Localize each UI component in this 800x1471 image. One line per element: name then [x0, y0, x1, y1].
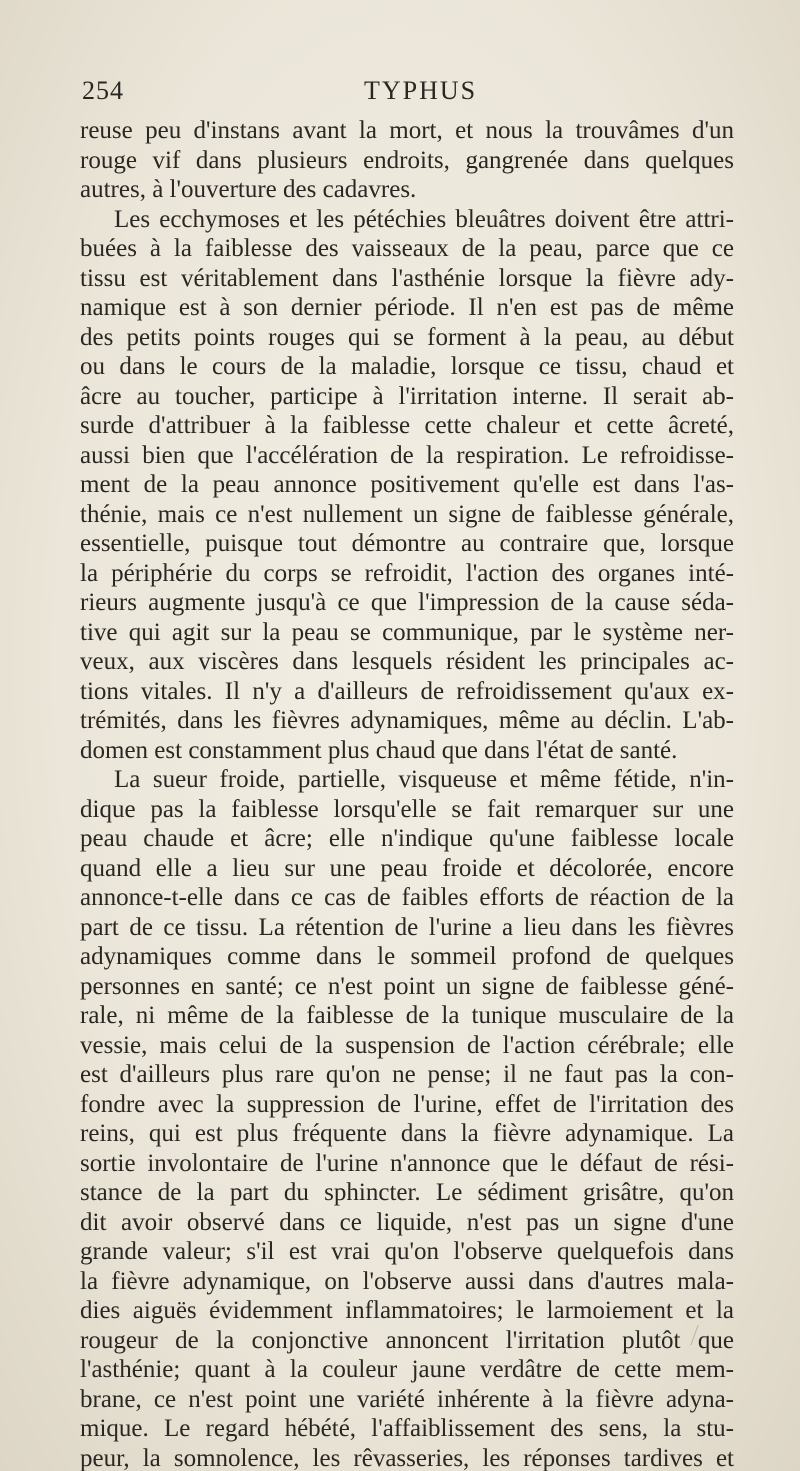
text-line: aussi bien que l'accélération de la respiration. Le refroidisse-	[80, 441, 734, 469]
text-line: veux, aux viscères dans lesquels résident les principales ac-	[80, 648, 734, 675]
running-title: TYPHUS	[364, 76, 478, 105]
text-line: rieurs augmente jusqu'à ce que l'impression de la cause séda-	[80, 589, 734, 616]
text-line: annonce-t-elle dans ce cas de faibles efforts de réaction de la	[80, 884, 734, 911]
text-line: La sueur froide, partielle, visqueuse et même fétide, n'in-	[114, 766, 734, 793]
text-line: dique pas la faiblesse lorsqu'elle se fait remarquer sur une	[80, 795, 734, 823]
page-number: 254	[82, 76, 124, 105]
text-line: ou dans le cours de la maladie, lorsque ce tissu, chaud et	[80, 353, 734, 380]
text-line: la fièvre adynamique, on l'observe aussi dans d'autres mala-	[80, 1267, 734, 1295]
text-line: domen est constamment plus chaud que dans l'état de santé.	[80, 736, 678, 764]
text-line: essentielle, puisque tout démontre au contraire que, lorsque	[80, 530, 734, 557]
text-line: grande valeur; s'il est vrai qu'on l'observe quelquefois dans	[80, 1238, 734, 1265]
page-header	[82, 76, 722, 112]
text-line: trémités, dans les fièvres adynamiques, même au déclin. L'ab-	[80, 707, 734, 734]
text-line: brane, ce n'est point une variété inhérente à la fièvre adyna-	[80, 1385, 734, 1413]
text-line: rale, ni même de la faiblesse de la tunique musculaire de la	[80, 1002, 734, 1029]
text-line: l'asthénie; quant à la couleur jaune verdâtre de cette mem-	[80, 1356, 734, 1383]
text-line: buées à la faiblesse des vaisseaux de la peau, parce que ce	[80, 235, 734, 262]
text-line: peau chaude et âcre; elle n'indique qu'une faiblesse locale	[80, 825, 734, 852]
text-line: tissu est véritablement dans l'asthénie lorsque la fièvre ady-	[80, 264, 734, 292]
text-line: la périphérie du corps se refroidit, l'action des organes inté-	[80, 559, 734, 587]
text-line: part de ce tissu. La rétention de l'urine a lieu dans les fièvres	[80, 913, 734, 941]
text-line: reins, qui est plus fréquente dans la fièvre adynamique. La	[80, 1120, 734, 1147]
text-line: autres, à l'ouverture des cadavres.	[80, 176, 417, 203]
text-line: dies aiguës évidemment inflammatoires; le larmoiement et la	[80, 1297, 734, 1324]
text-line: surde d'attribuer à la faiblesse cette chaleur et cette âcreté,	[80, 412, 734, 439]
text-line: tions vitales. Il n'y a d'ailleurs de refroidissement qu'aux ex-	[80, 677, 734, 705]
text-line: fondre avec la suppression de l'urine, effet de l'irritation des	[80, 1090, 734, 1118]
text-line: des petits points rouges qui se forment à la peau, au début	[80, 323, 734, 351]
text-line: adynamiques comme dans le sommeil profond de quelques	[80, 943, 734, 970]
text-line: quand elle a lieu sur une peau froide et décolorée, encore	[80, 854, 734, 882]
text-line: rouge vif dans plusieurs endroits, gangrenée dans quelques	[80, 146, 734, 174]
text-line: dit avoir observé dans ce liquide, n'est pas un signe d'une	[80, 1208, 734, 1236]
body-text	[80, 116, 734, 1471]
text-line: Les ecchymoses et les pétéchies bleuâtres doivent être attri-	[114, 205, 734, 233]
text-line: sortie involontaire de l'urine n'annonce que le défaut de rési-	[80, 1149, 734, 1177]
text-line: tive qui agit sur la peau se communique, par le système ner-	[80, 618, 734, 646]
text-line: mique. Le regard hébété, l'affaiblissement des sens, la stu-	[80, 1415, 734, 1442]
text-line: rougeur de la conjonctive annoncent l'irritation plutôt que	[80, 1326, 734, 1354]
text-line: thénie, mais ce n'est nullement un signe de faiblesse générale,	[80, 500, 734, 528]
text-line: personnes en santé; ce n'est point un signe de faiblesse géné-	[80, 972, 734, 1000]
text-line: ment de la peau annonce positivement qu'elle est dans l'as-	[80, 471, 734, 498]
text-line: peur, la somnolence, les rêvasseries, les réponses tardives et	[80, 1444, 734, 1471]
text-line: stance de la part du sphincter. Le sédiment grisâtre, qu'on	[80, 1179, 734, 1206]
text-line: âcre au toucher, participe à l'irritation interne. Il serait ab-	[80, 382, 734, 410]
text-line: reuse peu d'instans avant la mort, et nous la trouvâmes d'un	[80, 117, 734, 144]
text-line: namique est à son dernier période. Il n'en est pas de même	[80, 294, 734, 321]
text-line: est d'ailleurs plus rare qu'on ne pense; il ne faut pas la con-	[80, 1061, 734, 1088]
text-line: vessie, mais celui de la suspension de l'action cérébrale; elle	[80, 1031, 734, 1059]
